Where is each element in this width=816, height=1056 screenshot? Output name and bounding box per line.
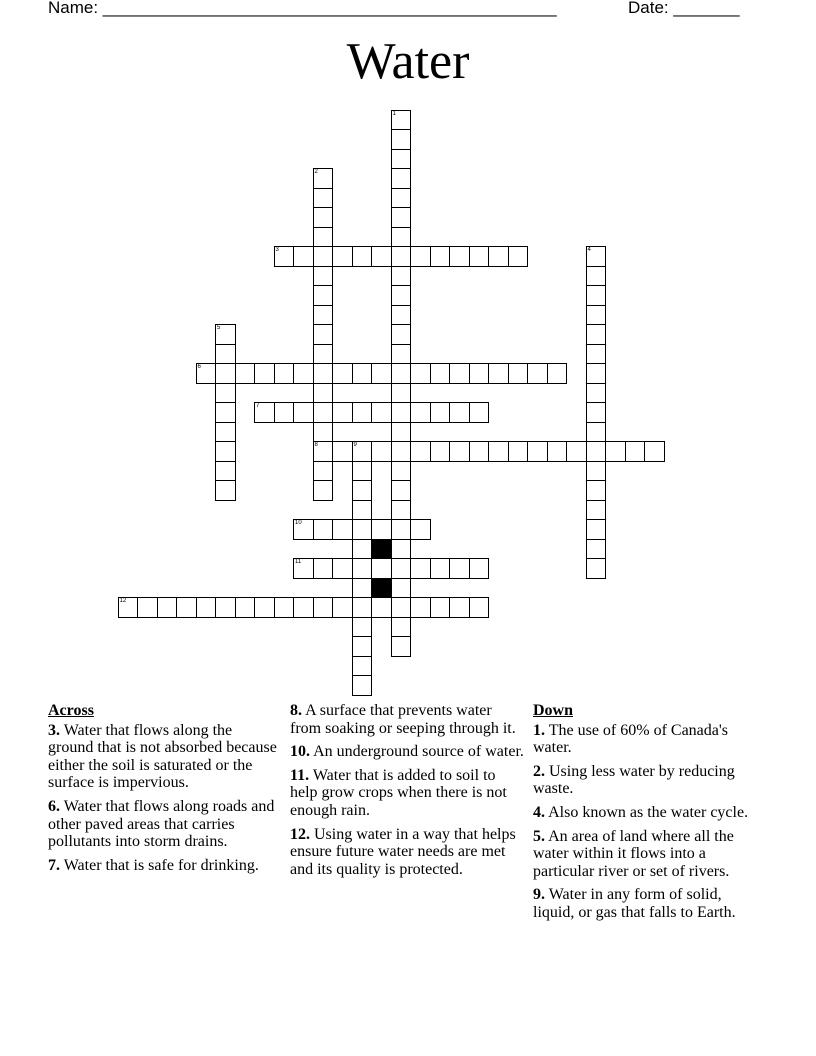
grid-cell[interactable] bbox=[391, 305, 412, 326]
grid-cell[interactable] bbox=[391, 363, 412, 384]
grid-cell[interactable] bbox=[352, 558, 373, 579]
clue-text: Water in any form of solid, liquid, or gas that falls to Earth. bbox=[533, 886, 736, 921]
worksheet-header bbox=[48, 0, 748, 20]
grid-cell[interactable] bbox=[586, 324, 607, 345]
grid-cell[interactable] bbox=[586, 305, 607, 326]
grid-cell[interactable] bbox=[586, 422, 607, 443]
grid-cell[interactable] bbox=[430, 363, 451, 384]
grid-cell[interactable] bbox=[391, 558, 412, 579]
grid-cell[interactable] bbox=[391, 324, 412, 345]
grid-cell[interactable] bbox=[274, 402, 295, 423]
grid-cell[interactable] bbox=[313, 168, 334, 189]
date-field[interactable]: Date: _______ bbox=[628, 0, 740, 17]
clue-across-8 bbox=[290, 702, 525, 737]
grid-cell[interactable] bbox=[274, 246, 295, 267]
grid-cell[interactable] bbox=[430, 441, 451, 462]
clue-number-label: 12 bbox=[119, 598, 127, 604]
clue-number-label: 6 bbox=[197, 364, 201, 370]
grid-cell[interactable] bbox=[371, 519, 392, 540]
grid-cell[interactable] bbox=[527, 363, 548, 384]
clue-number-label: 3 bbox=[275, 247, 279, 253]
grid-cell[interactable] bbox=[352, 539, 373, 560]
grid-cell[interactable] bbox=[586, 285, 607, 306]
grid-cell[interactable] bbox=[469, 558, 490, 579]
clue-text: Also known as the water cycle. bbox=[548, 803, 749, 821]
grid-cell[interactable] bbox=[352, 480, 373, 501]
grid-cell[interactable] bbox=[508, 246, 529, 267]
grid-cell[interactable] bbox=[313, 246, 334, 267]
clues-column-3 bbox=[533, 702, 765, 928]
grid-cell[interactable] bbox=[215, 461, 236, 482]
grid-cell[interactable] bbox=[293, 402, 314, 423]
grid-cell[interactable] bbox=[469, 597, 490, 618]
grid-cell[interactable] bbox=[586, 558, 607, 579]
grid-cell[interactable] bbox=[586, 363, 607, 384]
grid-cell[interactable] bbox=[391, 461, 412, 482]
grid-cell[interactable] bbox=[391, 402, 412, 423]
grid-cell[interactable] bbox=[469, 363, 490, 384]
grid-cell[interactable] bbox=[332, 558, 353, 579]
grid-cell[interactable] bbox=[391, 207, 412, 228]
grid-cell[interactable] bbox=[449, 597, 470, 618]
grid-cell[interactable] bbox=[215, 363, 236, 384]
grid-cell[interactable] bbox=[332, 402, 353, 423]
black-cell bbox=[371, 578, 392, 599]
grid-cell[interactable] bbox=[391, 168, 412, 189]
down-heading: Down bbox=[533, 702, 574, 719]
grid-cell[interactable] bbox=[254, 402, 275, 423]
grid-cell[interactable] bbox=[293, 363, 314, 384]
grid-cell[interactable] bbox=[371, 246, 392, 267]
grid-cell[interactable] bbox=[313, 188, 334, 209]
grid-cell[interactable] bbox=[410, 402, 431, 423]
grid-cell[interactable] bbox=[586, 519, 607, 540]
grid-cell[interactable] bbox=[586, 344, 607, 365]
grid-cell[interactable] bbox=[235, 597, 256, 618]
grid-cell[interactable] bbox=[391, 500, 412, 521]
grid-cell[interactable] bbox=[215, 441, 236, 462]
grid-cell[interactable] bbox=[371, 441, 392, 462]
clues-column-1 bbox=[48, 702, 280, 880]
grid-cell[interactable] bbox=[410, 441, 431, 462]
grid-cell[interactable] bbox=[391, 519, 412, 540]
clue-number-label: 8 bbox=[314, 442, 318, 448]
grid-cell[interactable] bbox=[215, 402, 236, 423]
clue-number: 12. bbox=[290, 825, 310, 843]
clue-across-11 bbox=[290, 767, 525, 820]
across-heading: Across bbox=[48, 702, 94, 719]
grid-cell[interactable] bbox=[488, 363, 509, 384]
clue-number: 1. bbox=[533, 721, 545, 739]
grid-cell[interactable] bbox=[586, 500, 607, 521]
grid-cell[interactable] bbox=[391, 149, 412, 170]
grid-cell[interactable] bbox=[488, 441, 509, 462]
clue-down-9 bbox=[533, 886, 765, 921]
grid-cell[interactable] bbox=[215, 344, 236, 365]
grid-cell[interactable] bbox=[391, 539, 412, 560]
grid-cell[interactable] bbox=[215, 422, 236, 443]
grid-cell[interactable] bbox=[313, 441, 334, 462]
grid-cell[interactable] bbox=[586, 539, 607, 560]
grid-cell[interactable] bbox=[410, 246, 431, 267]
grid-cell[interactable] bbox=[332, 441, 353, 462]
clue-number: 11. bbox=[290, 766, 310, 784]
clue-number-label: 11 bbox=[295, 559, 302, 565]
grid-cell[interactable] bbox=[352, 500, 373, 521]
clue-down-4 bbox=[533, 804, 765, 822]
clue-down-1 bbox=[533, 722, 765, 757]
clue-text: Using water in a way that helps ensure future water needs are met and its quality is protected. bbox=[290, 825, 516, 878]
clue-text: An underground source of water. bbox=[313, 743, 524, 761]
grid-cell[interactable] bbox=[313, 324, 334, 345]
grid-cell[interactable] bbox=[391, 188, 412, 209]
grid-cell[interactable] bbox=[391, 636, 412, 657]
clue-number-label: 7 bbox=[256, 403, 260, 409]
grid-cell[interactable] bbox=[430, 402, 451, 423]
grid-cell[interactable] bbox=[371, 363, 392, 384]
grid-cell[interactable] bbox=[196, 363, 217, 384]
grid-cell[interactable] bbox=[313, 207, 334, 228]
grid-cell[interactable] bbox=[410, 519, 431, 540]
grid-cell[interactable] bbox=[469, 246, 490, 267]
grid-cell[interactable] bbox=[293, 597, 314, 618]
clue-text: Water that flows along the ground that is not absorbed because either the soil is saturated or the surface is impervious. bbox=[48, 721, 277, 792]
grid-cell[interactable] bbox=[410, 597, 431, 618]
clue-number: 2. bbox=[533, 762, 545, 780]
grid-cell[interactable] bbox=[391, 422, 412, 443]
grid-cell[interactable] bbox=[391, 110, 412, 131]
clue-across-6 bbox=[48, 798, 280, 851]
grid-cell[interactable] bbox=[605, 441, 626, 462]
clue-text: Water that is added to soil to help grow crops when there is not enough rain. bbox=[290, 766, 507, 819]
grid-cell[interactable] bbox=[313, 305, 334, 326]
clue-text: An area of land where all the water within it flows into a particular river or set of rivers. bbox=[533, 827, 734, 880]
grid-cell[interactable] bbox=[625, 441, 646, 462]
grid-cell[interactable] bbox=[586, 383, 607, 404]
grid-cell[interactable] bbox=[449, 558, 470, 579]
grid-cell[interactable] bbox=[352, 519, 373, 540]
clue-number: 4. bbox=[533, 803, 545, 821]
grid-cell[interactable] bbox=[352, 363, 373, 384]
clue-text: Water that is safe for drinking. bbox=[63, 856, 259, 874]
grid-cell[interactable] bbox=[352, 578, 373, 599]
grid-cell[interactable] bbox=[215, 324, 236, 345]
clue-text: Water that flows along roads and other paved areas that carries pollutants into storm drains. bbox=[48, 797, 275, 851]
grid-cell[interactable] bbox=[488, 246, 509, 267]
clue-number-label: 4 bbox=[587, 247, 591, 253]
grid-cell[interactable] bbox=[644, 441, 665, 462]
grid-cell[interactable] bbox=[313, 597, 334, 618]
grid-cell[interactable] bbox=[293, 519, 314, 540]
clue-number-label: 5 bbox=[217, 325, 221, 331]
clue-down-2 bbox=[533, 763, 765, 798]
clue-number: 9. bbox=[533, 886, 545, 904]
clue-text: The use of 60% of Canada's water. bbox=[533, 721, 728, 757]
grid-cell[interactable] bbox=[313, 363, 334, 384]
grid-cell[interactable] bbox=[449, 246, 470, 267]
grid-cell[interactable] bbox=[352, 617, 373, 638]
grid-cell[interactable] bbox=[391, 480, 412, 501]
name-field[interactable]: Name: ________________________________________________ bbox=[48, 0, 557, 17]
clue-number: 10. bbox=[290, 743, 310, 761]
grid-cell[interactable] bbox=[371, 558, 392, 579]
grid-cell[interactable] bbox=[215, 480, 236, 501]
grid-cell[interactable] bbox=[586, 441, 607, 462]
black-cell bbox=[371, 539, 392, 560]
clue-number-label: 1 bbox=[392, 110, 396, 117]
grid-cell[interactable] bbox=[235, 363, 256, 384]
grid-cell[interactable] bbox=[391, 246, 412, 267]
grid-cell[interactable] bbox=[410, 363, 431, 384]
clue-number: 8. bbox=[290, 702, 302, 719]
grid-cell[interactable] bbox=[293, 558, 314, 579]
grid-cell[interactable] bbox=[274, 363, 295, 384]
grid-cell[interactable] bbox=[371, 597, 392, 618]
grid-cell[interactable] bbox=[352, 402, 373, 423]
grid-cell[interactable] bbox=[391, 578, 412, 599]
grid-cell[interactable] bbox=[430, 558, 451, 579]
grid-cell[interactable] bbox=[391, 266, 412, 287]
grid-cell[interactable] bbox=[137, 597, 158, 618]
grid-cell[interactable] bbox=[586, 266, 607, 287]
grid-cell[interactable] bbox=[449, 402, 470, 423]
grid-cell[interactable] bbox=[586, 402, 607, 423]
grid-cell[interactable] bbox=[313, 519, 334, 540]
grid-cell[interactable] bbox=[176, 597, 197, 618]
grid-cell[interactable] bbox=[352, 675, 373, 696]
grid-cell[interactable] bbox=[430, 597, 451, 618]
grid-cell[interactable] bbox=[313, 227, 334, 248]
grid-cell[interactable] bbox=[391, 441, 412, 462]
clue-number: 5. bbox=[533, 827, 545, 845]
grid-cell[interactable] bbox=[313, 480, 334, 501]
grid-cell[interactable] bbox=[118, 597, 139, 618]
grid-cell[interactable] bbox=[527, 441, 548, 462]
clue-text: A surface that prevents water from soaking or seeping through it. bbox=[290, 702, 516, 737]
grid-cell[interactable] bbox=[391, 285, 412, 306]
clue-number: 7. bbox=[48, 856, 60, 874]
clue-number-label: 10 bbox=[295, 520, 302, 526]
grid-cell[interactable] bbox=[352, 246, 373, 267]
grid-cell[interactable] bbox=[547, 363, 568, 384]
grid-cell[interactable] bbox=[469, 441, 490, 462]
grid-cell[interactable] bbox=[313, 558, 334, 579]
clue-number-label: 9 bbox=[353, 442, 357, 448]
grid-cell[interactable] bbox=[391, 227, 412, 248]
grid-cell[interactable] bbox=[586, 246, 607, 267]
grid-cell[interactable] bbox=[508, 363, 529, 384]
grid-cell[interactable] bbox=[391, 597, 412, 618]
grid-cell[interactable] bbox=[449, 441, 470, 462]
clue-across-10 bbox=[290, 743, 525, 761]
grid-cell[interactable] bbox=[391, 129, 412, 150]
grid-cell[interactable] bbox=[508, 441, 529, 462]
clue-number: 3. bbox=[48, 721, 60, 739]
grid-cell[interactable] bbox=[547, 441, 568, 462]
grid-cell[interactable] bbox=[313, 285, 334, 306]
clue-text: Using less water by reducing waste. bbox=[533, 762, 735, 798]
clue-across-3 bbox=[48, 722, 280, 792]
grid-cell[interactable] bbox=[313, 402, 334, 423]
grid-cell[interactable] bbox=[313, 422, 334, 443]
grid-cell[interactable] bbox=[352, 441, 373, 462]
grid-cell[interactable] bbox=[313, 266, 334, 287]
grid-cell[interactable] bbox=[430, 246, 451, 267]
grid-cell[interactable] bbox=[352, 636, 373, 657]
clue-number-label: 2 bbox=[314, 169, 318, 175]
grid-cell[interactable] bbox=[293, 246, 314, 267]
page-title: Water bbox=[346, 33, 470, 90]
grid-cell[interactable] bbox=[352, 656, 373, 677]
clue-across-12 bbox=[290, 826, 525, 879]
clue-across-7 bbox=[48, 857, 280, 875]
grid-cell[interactable] bbox=[586, 480, 607, 501]
grid-cell[interactable] bbox=[313, 461, 334, 482]
grid-cell[interactable] bbox=[469, 402, 490, 423]
grid-cell[interactable] bbox=[391, 617, 412, 638]
grid-cell[interactable] bbox=[215, 597, 236, 618]
grid-cell[interactable] bbox=[371, 402, 392, 423]
clue-down-5 bbox=[533, 828, 765, 881]
grid-cell[interactable] bbox=[215, 383, 236, 404]
grid-cell[interactable] bbox=[254, 363, 275, 384]
clue-number: 6. bbox=[48, 797, 60, 815]
grid-cell[interactable] bbox=[157, 597, 178, 618]
grid-cell[interactable] bbox=[566, 441, 587, 462]
grid-cell[interactable] bbox=[196, 597, 217, 618]
grid-cell[interactable] bbox=[313, 383, 334, 404]
grid-cell[interactable] bbox=[274, 597, 295, 618]
grid-cell[interactable] bbox=[391, 344, 412, 365]
grid-cell[interactable] bbox=[332, 246, 353, 267]
grid-cell[interactable] bbox=[391, 383, 412, 404]
grid-cell[interactable] bbox=[332, 519, 353, 540]
grid-cell[interactable] bbox=[586, 461, 607, 482]
grid-cell[interactable] bbox=[254, 597, 275, 618]
clues-column-2 bbox=[290, 702, 525, 884]
grid-cell[interactable] bbox=[313, 344, 334, 365]
grid-cell[interactable] bbox=[332, 363, 353, 384]
grid-cell[interactable] bbox=[410, 558, 431, 579]
grid-cell[interactable] bbox=[449, 363, 470, 384]
grid-cell[interactable] bbox=[352, 597, 373, 618]
grid-cell[interactable] bbox=[332, 597, 353, 618]
grid-cell[interactable] bbox=[352, 461, 373, 482]
